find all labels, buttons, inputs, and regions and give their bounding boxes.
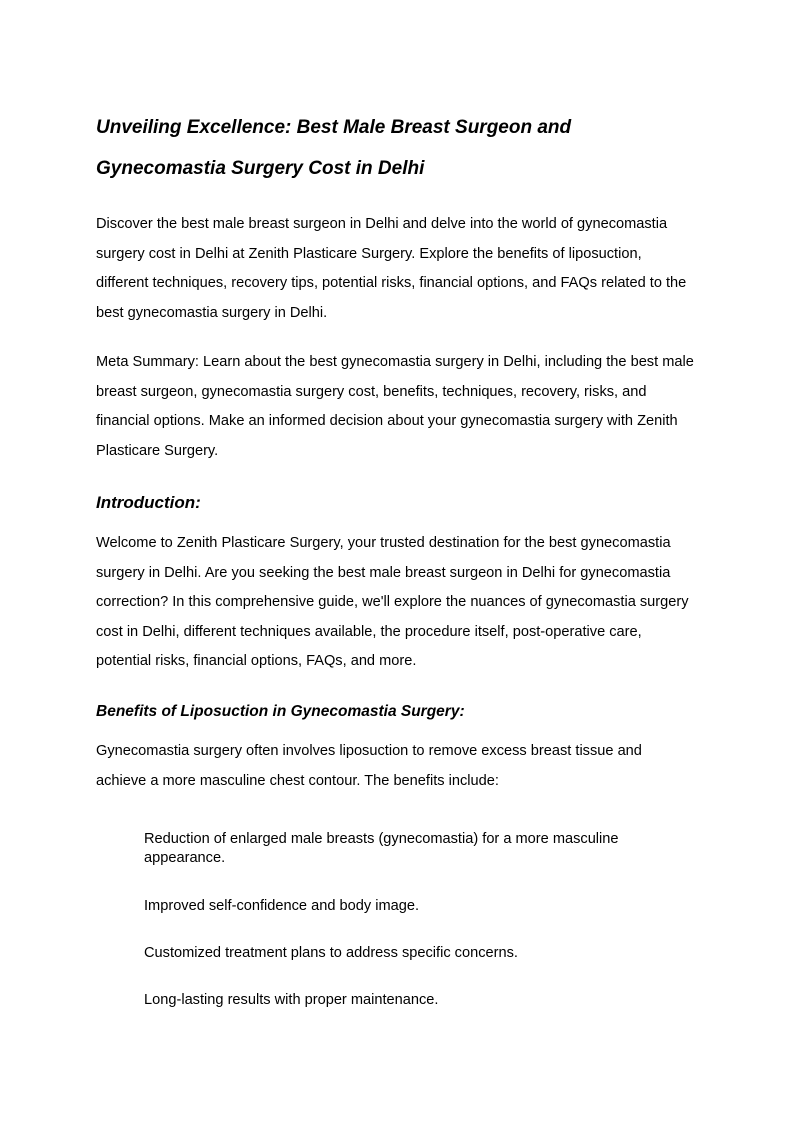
benefits-line: Gynecomastia surgery often involves liposuction to remove excess breast tissue and xyxy=(96,743,642,759)
introduction-heading: Introduction: xyxy=(96,493,201,512)
document-title-line-2: Gynecomastia Surgery Cost in Delhi xyxy=(96,158,425,179)
meta-line: breast surgeon, gynecomastia surgery cost, benefits, techniques, recovery, risks, and xyxy=(96,383,647,400)
meta-line: Plasticare Surgery. xyxy=(96,442,219,459)
introduction-line: cost in Delhi, different techniques available, the procedure itself, post-operative care, xyxy=(96,623,642,640)
intro-paragraph xyxy=(96,210,706,328)
introduction-line: surgery in Delhi. Are you seeking the best male breast surgeon in Delhi for gynecomastia xyxy=(96,564,671,581)
intro-line: Discover the best male breast surgeon in Delhi and delve into the world of gynecomastia xyxy=(96,216,668,232)
intro-line: different techniques, recovery tips, potential risks, financial options, and FAQs related to the xyxy=(96,275,687,291)
intro-line: best gynecomastia surgery in Delhi. xyxy=(96,304,328,321)
introduction-line: correction? In this comprehensive guide, we'll explore the nuances of gynecomastia surgery xyxy=(96,594,689,610)
meta-line: financial options. Make an informed decision about your gynecomastia surgery with Zenith xyxy=(96,413,678,429)
meta-summary-paragraph xyxy=(96,348,706,466)
introduction-line: potential risks, financial options, FAQs, and more. xyxy=(96,653,417,669)
benefit-list-item: Customized treatment plans to address specific concerns. xyxy=(144,945,518,961)
introduction-paragraph xyxy=(96,529,706,677)
benefit-list-item: Reduction of enlarged male breasts (gynecomastia) for a more masculine appearance. xyxy=(144,831,619,866)
document-title-line-1: Unveiling Excellence: Best Male Breast Surgeon and xyxy=(96,117,572,138)
meta-line: Meta Summary: Learn about the best gynecomastia surgery in Delhi, including the best male xyxy=(96,354,694,370)
introduction-line: Welcome to Zenith Plasticare Surgery, your trusted destination for the best gynecomastia xyxy=(96,535,671,551)
benefit-list-item: Long-lasting results with proper maintenance. xyxy=(144,992,439,1008)
intro-line: surgery cost in Delhi at Zenith Plasticare Surgery. Explore the benefits of liposuction, xyxy=(96,245,642,262)
benefits-paragraph xyxy=(96,737,706,796)
benefit-list-item: Improved self-confidence and body image. xyxy=(144,898,420,914)
benefits-heading: Benefits of Liposuction in Gynecomastia Surgery: xyxy=(96,703,465,720)
benefits-line: achieve a more masculine chest contour. The benefits include: xyxy=(96,772,499,789)
